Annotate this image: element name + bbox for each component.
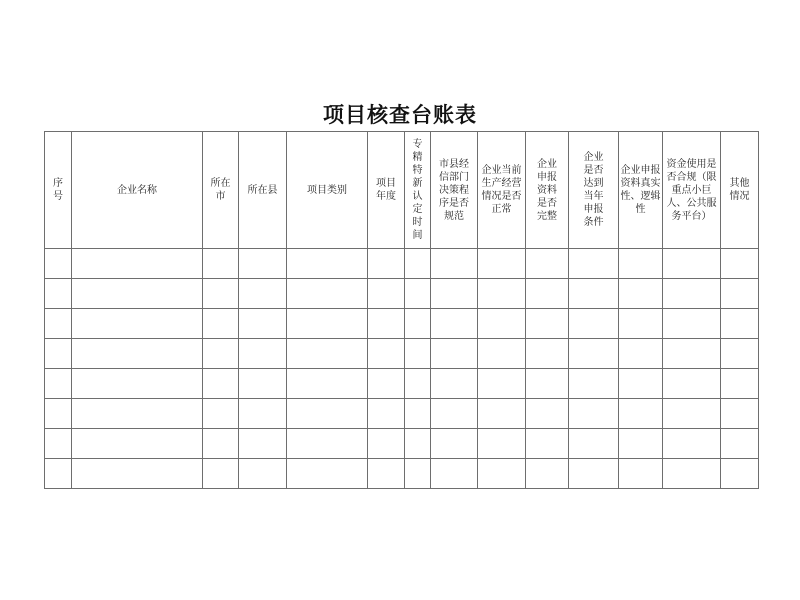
table-cell (478, 459, 526, 489)
table-cell (45, 459, 72, 489)
col-header-project-year: 项目年度 (368, 132, 405, 249)
table-cell (431, 249, 478, 279)
document-title: 项目核查台账表 (323, 103, 477, 127)
table-cell (203, 249, 239, 279)
table-row (45, 369, 759, 399)
table-cell (663, 369, 721, 399)
table-cell (721, 249, 759, 279)
col-header-project-category: 项目类别 (287, 132, 368, 249)
table-cell (478, 399, 526, 429)
table-cell (619, 429, 663, 459)
table-cell (431, 339, 478, 369)
table-cell (478, 369, 526, 399)
table-cell (569, 249, 619, 279)
header-row (45, 132, 759, 249)
ledger-body (45, 249, 759, 489)
table-cell (368, 309, 405, 339)
table-cell (663, 249, 721, 279)
table-cell (368, 339, 405, 369)
table-cell (431, 369, 478, 399)
table-cell (72, 399, 203, 429)
table-cell (721, 339, 759, 369)
table-cell (526, 339, 569, 369)
table-cell (287, 339, 368, 369)
table-cell (287, 459, 368, 489)
table-cell (431, 429, 478, 459)
table-cell (721, 309, 759, 339)
table-cell (368, 369, 405, 399)
table-cell (663, 429, 721, 459)
col-header-county: 所在县 (239, 132, 287, 249)
table-cell (368, 459, 405, 489)
table-cell (239, 459, 287, 489)
col-header-company-name: 企业名称 (72, 132, 203, 249)
table-cell (72, 339, 203, 369)
ledger-table (44, 131, 759, 489)
table-cell (405, 309, 431, 339)
table-cell (619, 279, 663, 309)
table-row (45, 279, 759, 309)
table-cell (526, 459, 569, 489)
table-row (45, 399, 759, 429)
table-cell (526, 309, 569, 339)
table-cell (287, 429, 368, 459)
table-cell (45, 249, 72, 279)
table-cell (619, 369, 663, 399)
table-cell (405, 399, 431, 429)
table-cell (368, 399, 405, 429)
table-cell (619, 309, 663, 339)
table-cell (478, 339, 526, 369)
table-cell (239, 369, 287, 399)
table-cell (721, 429, 759, 459)
table-cell (569, 399, 619, 429)
table-cell (478, 249, 526, 279)
table-row (45, 309, 759, 339)
table-cell (203, 339, 239, 369)
table-cell (721, 369, 759, 399)
table-cell (203, 279, 239, 309)
table-cell (431, 459, 478, 489)
table-cell (569, 369, 619, 399)
table-cell (72, 279, 203, 309)
table-cell (45, 369, 72, 399)
table-cell (431, 309, 478, 339)
table-cell (203, 369, 239, 399)
col-header-fund-compliance: 资金使用是否合规（限重点小巨人、公共服务平台） (663, 132, 721, 249)
table-cell (405, 429, 431, 459)
table-cell (478, 279, 526, 309)
table-cell (72, 429, 203, 459)
table-cell (619, 249, 663, 279)
table-cell (368, 249, 405, 279)
table-cell (72, 309, 203, 339)
col-header-meets-conditions: 企业是否达到当年申报条件 (569, 132, 619, 249)
table-cell (721, 459, 759, 489)
table-cell (526, 369, 569, 399)
table-cell (663, 339, 721, 369)
table-cell (663, 279, 721, 309)
table-cell (431, 279, 478, 309)
table-cell (203, 429, 239, 459)
col-header-certification-time: 专精特新认定时间 (405, 132, 431, 249)
table-cell (239, 309, 287, 339)
table-row (45, 459, 759, 489)
table-cell (203, 459, 239, 489)
table-cell (569, 429, 619, 459)
table-cell (721, 279, 759, 309)
table-cell (663, 459, 721, 489)
table-cell (287, 279, 368, 309)
table-cell (72, 249, 203, 279)
table-row (45, 249, 759, 279)
table-cell (526, 249, 569, 279)
table-cell (72, 369, 203, 399)
table-cell (526, 429, 569, 459)
table-cell (405, 459, 431, 489)
table-cell (619, 339, 663, 369)
table-cell (368, 429, 405, 459)
table-cell (431, 399, 478, 429)
table-cell (287, 309, 368, 339)
col-header-other: 其他情况 (721, 132, 759, 249)
table-cell (287, 249, 368, 279)
table-row (45, 339, 759, 369)
table-cell (45, 399, 72, 429)
table-cell (619, 399, 663, 429)
table-row (45, 429, 759, 459)
table-cell (45, 309, 72, 339)
table-cell (526, 279, 569, 309)
table-cell (478, 429, 526, 459)
table-cell (569, 459, 619, 489)
table-cell (526, 399, 569, 429)
table-cell (368, 279, 405, 309)
col-header-index: 序号 (45, 132, 72, 249)
col-header-materials-complete: 企业申报资料是否完整 (526, 132, 569, 249)
table-cell (239, 279, 287, 309)
table-cell (45, 279, 72, 309)
table-cell (721, 399, 759, 429)
col-header-city: 所在市 (203, 132, 239, 249)
table-cell (45, 339, 72, 369)
col-header-materials-authenticity: 企业申报资料真实性、逻辑性 (619, 132, 663, 249)
table-cell (569, 339, 619, 369)
table-cell (239, 249, 287, 279)
table-cell (72, 459, 203, 489)
table-cell (663, 309, 721, 339)
table-cell (203, 309, 239, 339)
table-cell (478, 309, 526, 339)
table-cell (287, 399, 368, 429)
table-cell (405, 339, 431, 369)
table-cell (239, 339, 287, 369)
col-header-operation-status: 企业当前生产经营情况是否正常 (478, 132, 526, 249)
table-cell (663, 399, 721, 429)
table-cell (45, 429, 72, 459)
table-cell (569, 309, 619, 339)
table-cell (569, 279, 619, 309)
table-cell (405, 249, 431, 279)
table-cell (239, 399, 287, 429)
table-cell (405, 279, 431, 309)
table-cell (239, 429, 287, 459)
col-header-decision-procedure: 市县经信部门决策程序是否规范 (431, 132, 478, 249)
table-cell (203, 399, 239, 429)
table-cell (405, 369, 431, 399)
table-cell (287, 369, 368, 399)
table-cell (619, 459, 663, 489)
